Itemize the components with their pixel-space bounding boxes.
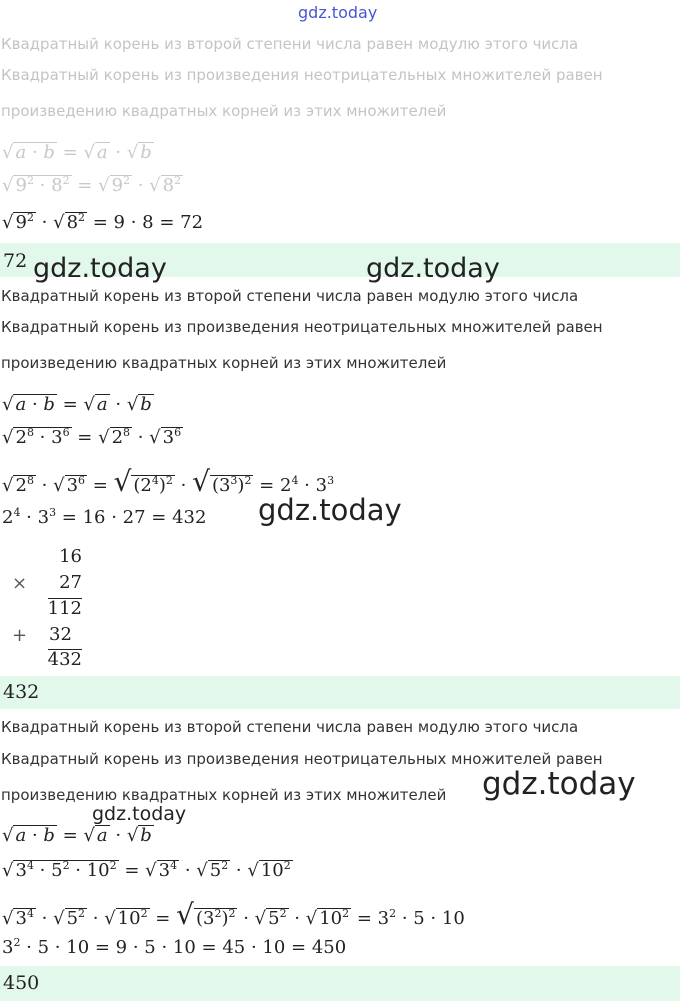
mult-result: 432 bbox=[47, 649, 82, 670]
watermark: gdz.today bbox=[33, 253, 167, 284]
watermark: gdz.today bbox=[258, 493, 402, 527]
answer-a: 72 bbox=[3, 250, 28, 272]
formula-step-2: √ $9^2$ · √ $8^2 = 9 \cdot 8 = 72$ bbox=[2, 211, 204, 233]
formula-root-product: √ a · b = √ a · √ b bbox=[2, 825, 152, 846]
watermark: gdz.today bbox=[366, 253, 500, 284]
formula-step-3: $3^2 \cdot 5 \cdot 10 = 9 \cdot 5 \cdot 10 = 45 \cdot 10 = 450$ bbox=[2, 936, 347, 958]
formula-step-2: √ $2^8$ · √ $3^6$ = √ $(2^4)^2$ · √ $(3^3)^2 = 2^4 \cdot 3^3$ bbox=[2, 465, 335, 498]
formula-root-product: √ a · b = √ a · √ b bbox=[2, 394, 152, 415]
formula-root-product: √ a · b = √ a · √ b bbox=[2, 142, 152, 163]
formula-step-3: $2^4 \cdot 3^3 = 16 \cdot 27 = 432$ bbox=[2, 506, 207, 528]
formula-step-2: √ $3^4$ · √ $5^2$ · √ $10^2$ = √ $(3^2)^2$ · √ $5^2$ · √ $10^2 = 3^2 \cdot 5 \cdot 10$ bbox=[2, 898, 465, 931]
mult-factor-1: 16 bbox=[59, 546, 82, 567]
mult-partial-1: 112 bbox=[47, 598, 82, 619]
formula-step-1: √ $9^2 \cdot 8^2$ = √ $9^2$ · √ $8^2$ bbox=[2, 174, 182, 196]
mult-factor-2: 27 bbox=[59, 572, 82, 593]
watermark-top: gdz.today bbox=[298, 3, 378, 22]
rule-text-3: произведению квадратных корней из этих множителей bbox=[1, 354, 447, 372]
answer-c: 450 bbox=[3, 972, 40, 994]
rule-text-1: Квадратный корень из второй степени числа равен модулю этого числа bbox=[1, 35, 579, 53]
rule-text-1: Квадратный корень из второй степени числа равен модулю этого числа bbox=[1, 718, 579, 736]
rule-text-2: Квадратный корень из произведения неотрицательных множителей равен bbox=[1, 66, 603, 84]
watermark: gdz.today bbox=[92, 803, 187, 825]
rule-text-1: Квадратный корень из второй степени числа равен модулю этого числа bbox=[1, 287, 579, 305]
answer-box-b bbox=[0, 676, 680, 709]
rule-text-3: произведению квадратных корней из этих множителей bbox=[1, 102, 447, 120]
plus-sign: + bbox=[12, 625, 28, 646]
watermark: gdz.today bbox=[482, 766, 636, 802]
mult-partial-2: 32 bbox=[49, 624, 72, 645]
answer-b: 432 bbox=[3, 681, 40, 703]
formula-step-1: √ $2^8 \cdot 3^6$ = √ $2^8$ · √ $3^6$ bbox=[2, 426, 182, 448]
rule-text-2: Квадратный корень из произведения неотрицательных множителей равен bbox=[1, 318, 603, 336]
rule-text-2: Квадратный корень из произведения неотрицательных множителей равен bbox=[1, 750, 603, 768]
times-sign: × bbox=[12, 573, 28, 594]
rule-text-3: произведению квадратных корней из этих множителей bbox=[1, 786, 447, 804]
answer-box-c bbox=[0, 966, 680, 1001]
formula-step-1: √ $3^4 \cdot 5^2 \cdot 10^2$ = √ $3^4$ · √ $5^2$ · √ $10^2$ bbox=[2, 859, 291, 881]
